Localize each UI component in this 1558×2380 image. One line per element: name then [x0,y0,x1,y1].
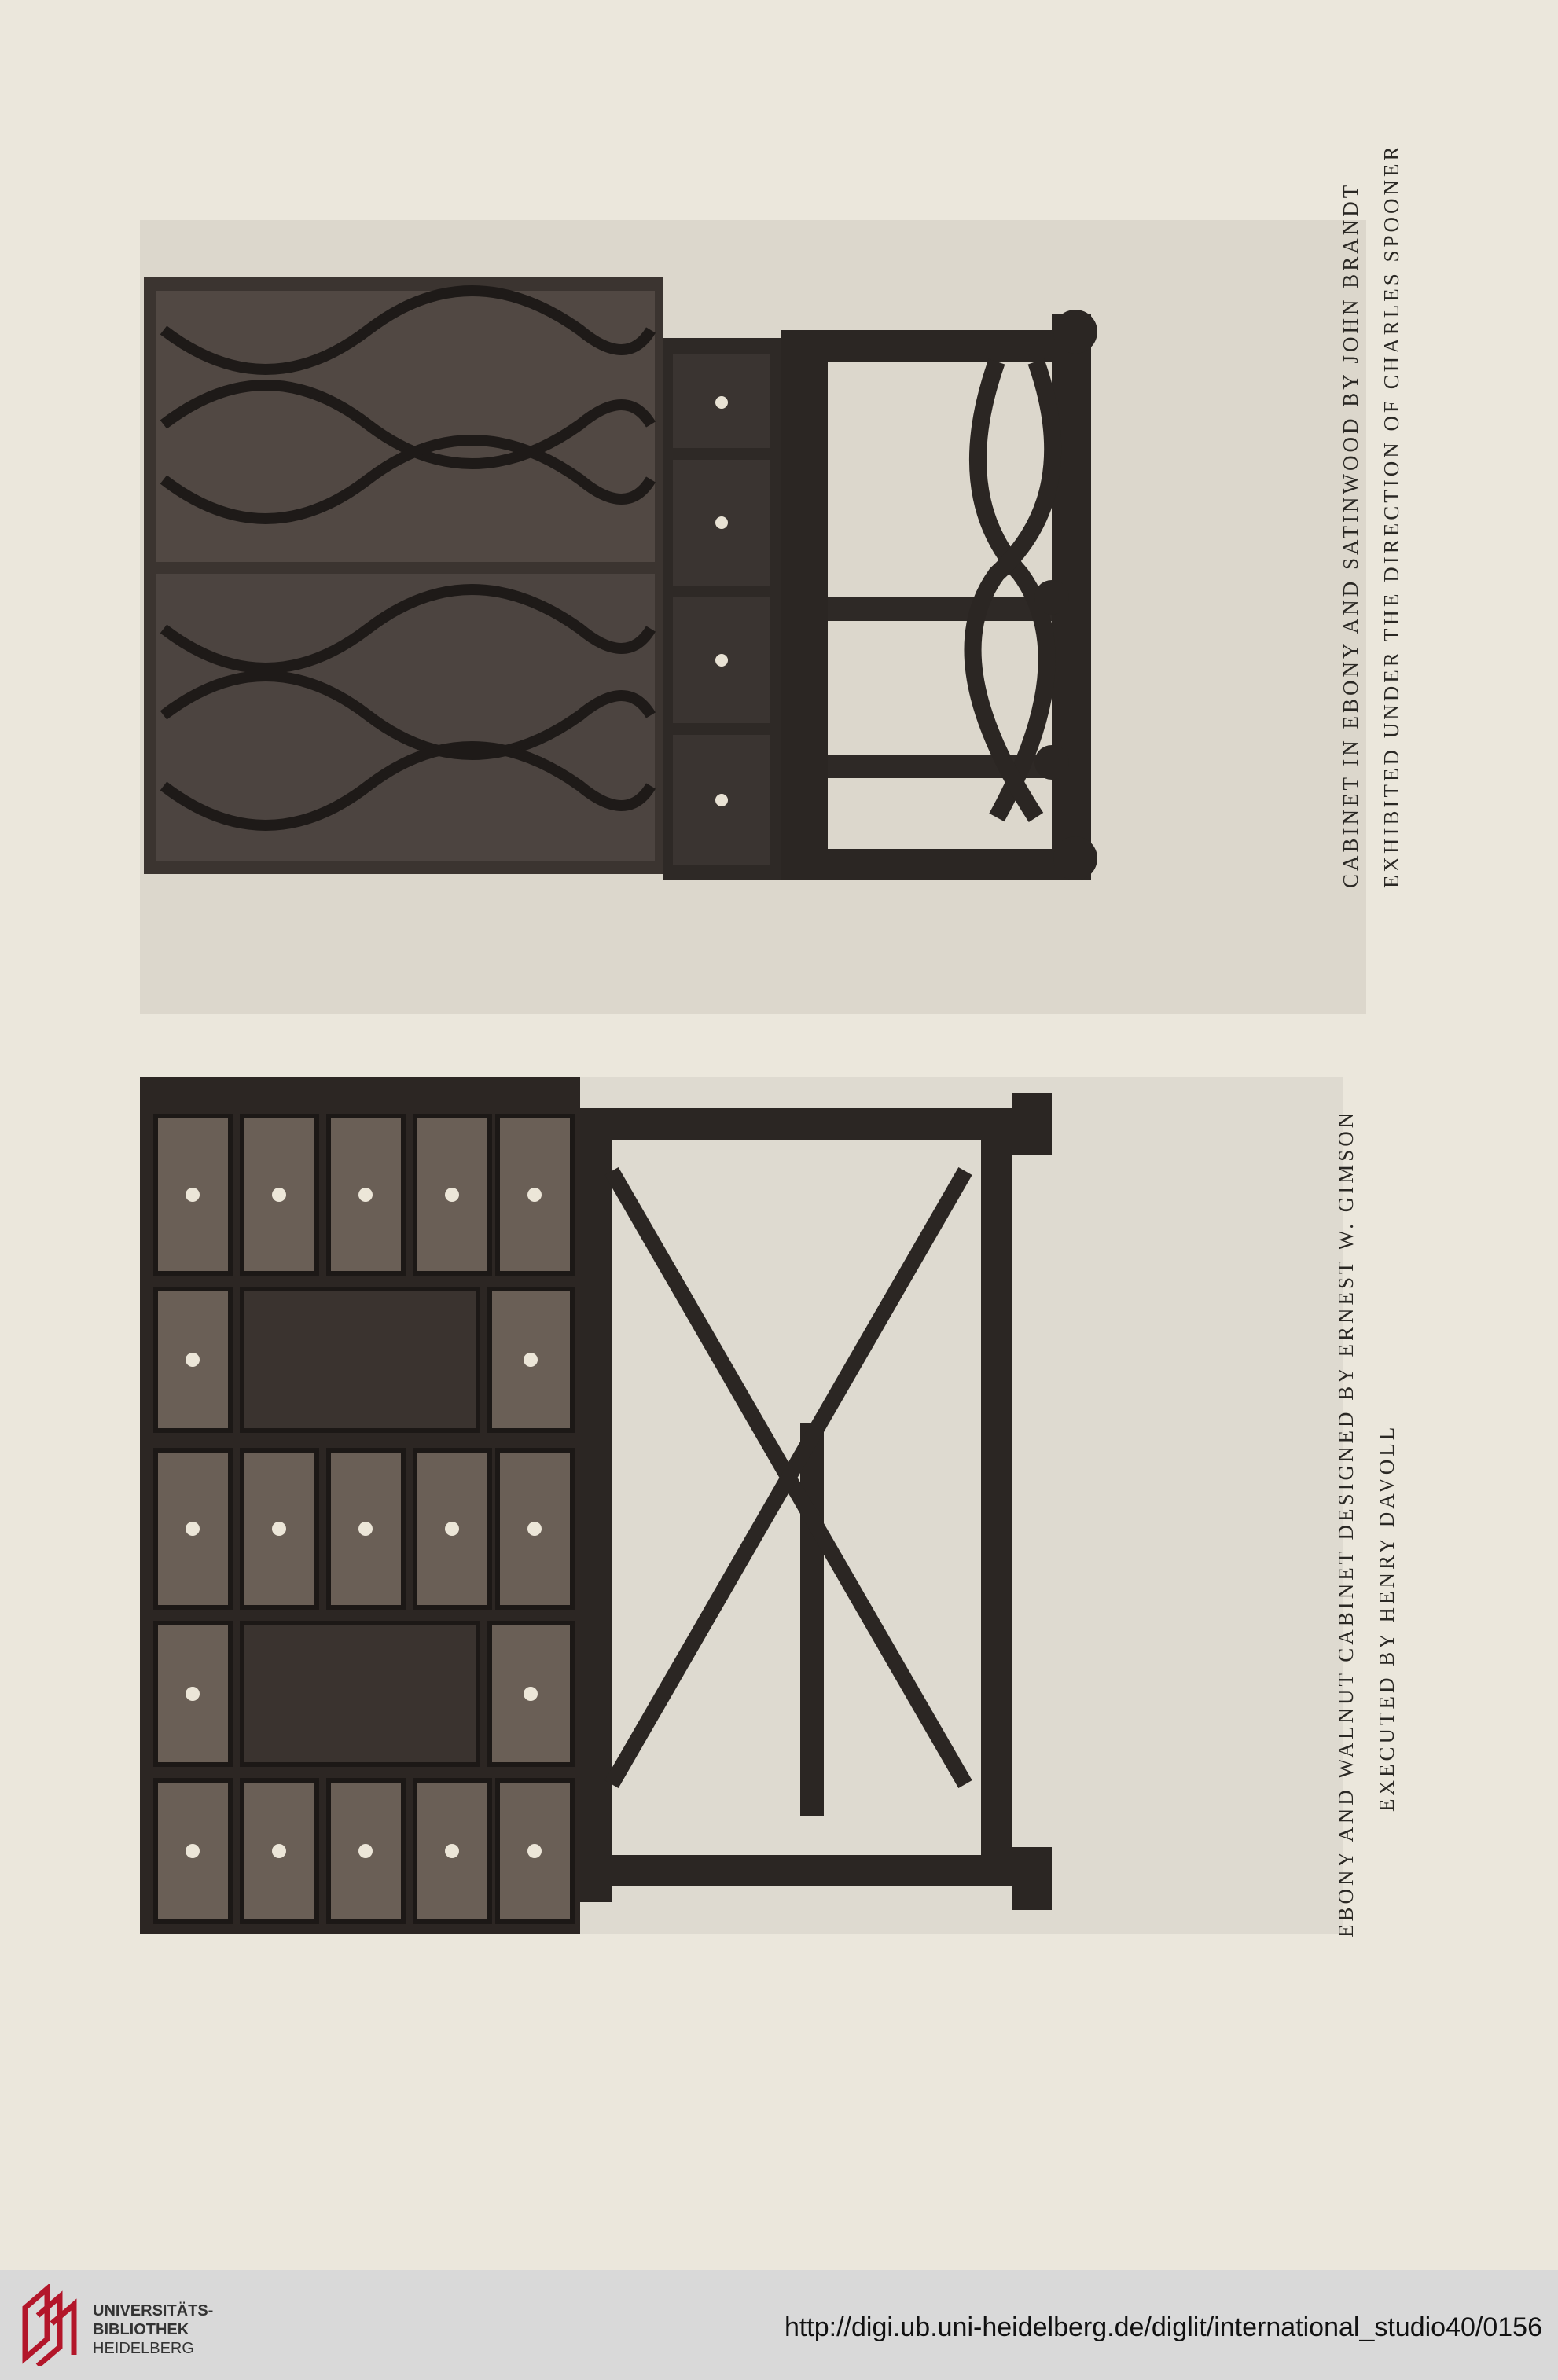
library-name [93,2301,213,2358]
library-name-line-1: UNIVERSITÄTS- [93,2302,214,2319]
caption-upper-line-2: EXHIBITED UNDER THE DIRECTION OF CHARLES SPOONER [1380,143,1403,888]
caption-lower-plate [1325,1110,1407,1937]
plate-cabinet-ebony-walnut [140,1077,1343,1934]
library-name-line-3: HEIDELBERG [93,2340,194,2357]
caption-lower-line-2: EXECUTED BY HENRY DAVOLL [1375,1423,1398,1812]
caption-upper-line-1: CABINET IN EBONY AND SATINWOOD BY JOHN BRANDT [1339,182,1362,888]
plate-cabinet-ebony-satinwood [140,220,1366,1014]
cabinet-walnut-illustration [140,1077,1343,1934]
permalink-url[interactable]: http://digi.ub.uni-heidelberg.de/diglit/international_studio40/0156 [784,2312,1542,2342]
viewer-footer-bar [0,2270,1558,2380]
caption-lower-line-1: EBONY AND WALNUT CABINET DESIGNED BY ERNEST W. GIMSON [1334,1109,1358,1937]
cabinet-satinwood-illustration [140,220,1366,1014]
university-library-logo-icon[interactable] [20,2284,80,2366]
caption-upper-plate [1330,144,1412,889]
library-name-line-2: BIBLIOTHEK [93,2321,189,2338]
